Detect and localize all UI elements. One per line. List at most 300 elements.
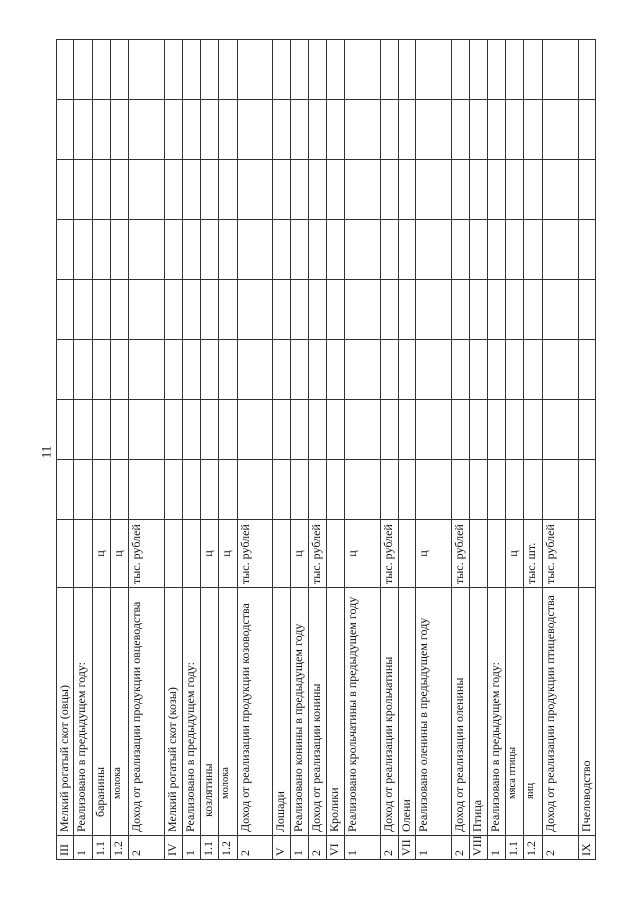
row-unit: ц: [111, 520, 129, 588]
row-name: Птица: [470, 588, 487, 836]
value-cell: [111, 340, 129, 400]
value-cell: [92, 220, 110, 280]
value-cell: [219, 280, 237, 340]
row-name: Реализовано оленины в предыдущем году: [416, 588, 452, 836]
value-cell: [416, 460, 452, 520]
value-cell: [74, 460, 92, 520]
table-row: [182, 40, 200, 860]
value-cell: [129, 160, 165, 220]
value-cell: [273, 220, 290, 280]
value-cell: [165, 280, 182, 340]
table-row: [578, 40, 595, 860]
row-name: молока: [219, 588, 237, 836]
value-cell: [470, 40, 487, 100]
value-cell: [290, 340, 308, 400]
value-cell: [487, 160, 505, 220]
row-number: IX: [578, 836, 595, 860]
value-cell: [398, 340, 415, 400]
value-cell: [506, 160, 524, 220]
row-number: IV: [165, 836, 182, 860]
value-cell: [129, 340, 165, 400]
value-cell: [542, 100, 578, 160]
value-cell: [524, 100, 542, 160]
value-cell: [470, 400, 487, 460]
value-cell: [506, 220, 524, 280]
value-cell: [398, 100, 415, 160]
value-cell: [309, 460, 327, 520]
value-cell: [74, 280, 92, 340]
row-name: козлятины: [200, 588, 218, 836]
value-cell: [92, 40, 110, 100]
row-name: Лошади: [273, 588, 290, 836]
value-cell: [290, 460, 308, 520]
table-row: [273, 40, 290, 860]
value-cell: [290, 160, 308, 220]
table-row: [200, 40, 218, 860]
value-cell: [111, 100, 129, 160]
value-cell: [92, 160, 110, 220]
table-row: [416, 40, 452, 860]
value-cell: [57, 160, 74, 220]
value-cell: [111, 460, 129, 520]
row-number: 1: [487, 836, 505, 860]
value-cell: [542, 400, 578, 460]
value-cell: [219, 460, 237, 520]
value-cell: [219, 220, 237, 280]
value-cell: [111, 400, 129, 460]
value-cell: [470, 340, 487, 400]
value-cell: [578, 220, 595, 280]
row-number: 1.1: [200, 836, 218, 860]
value-cell: [57, 100, 74, 160]
value-cell: [487, 220, 505, 280]
row-name: Мелкий рогатый скот (овцы): [57, 588, 74, 836]
table-row: [57, 40, 74, 860]
table-row: [506, 40, 524, 860]
table-row: [111, 40, 129, 860]
value-cell: [182, 160, 200, 220]
row-name: Реализовано в предыдущем году:: [487, 588, 505, 836]
table-row: [470, 40, 487, 860]
value-cell: [111, 40, 129, 100]
value-cell: [524, 40, 542, 100]
value-cell: [290, 100, 308, 160]
value-cell: [182, 400, 200, 460]
value-cell: [129, 280, 165, 340]
value-cell: [129, 460, 165, 520]
row-number: 2: [237, 836, 273, 860]
table-row: [344, 40, 380, 860]
value-cell: [578, 100, 595, 160]
value-cell: [470, 220, 487, 280]
value-cell: [182, 340, 200, 400]
row-unit: [165, 520, 182, 588]
value-cell: [273, 460, 290, 520]
row-name: Доход от реализации продукции козоводства: [237, 588, 273, 836]
row-unit: тыс. рублей: [309, 520, 327, 588]
value-cell: [129, 400, 165, 460]
value-cell: [524, 280, 542, 340]
value-cell: [200, 400, 218, 460]
value-cell: [200, 160, 218, 220]
row-unit: [273, 520, 290, 588]
value-cell: [290, 40, 308, 100]
value-cell: [542, 340, 578, 400]
row-unit: ц: [219, 520, 237, 588]
row-number: 1.1: [92, 836, 110, 860]
value-cell: [309, 100, 327, 160]
value-cell: [165, 400, 182, 460]
value-cell: [380, 220, 398, 280]
value-cell: [237, 400, 273, 460]
value-cell: [380, 460, 398, 520]
row-unit: ц: [200, 520, 218, 588]
row-unit: [182, 520, 200, 588]
value-cell: [290, 400, 308, 460]
value-cell: [309, 40, 327, 100]
value-cell: [237, 40, 273, 100]
value-cell: [451, 460, 469, 520]
row-number: 2: [129, 836, 165, 860]
row-unit: ц: [290, 520, 308, 588]
row-number: VI: [327, 836, 344, 860]
value-cell: [506, 40, 524, 100]
value-cell: [327, 100, 344, 160]
value-cell: [182, 460, 200, 520]
row-name: Олени: [398, 588, 415, 836]
value-cell: [57, 220, 74, 280]
table-row: [129, 40, 165, 860]
row-name: Реализовано в предыдущем году:: [74, 588, 92, 836]
value-cell: [57, 340, 74, 400]
value-cell: [200, 340, 218, 400]
value-cell: [92, 340, 110, 400]
value-cell: [451, 160, 469, 220]
value-cell: [111, 220, 129, 280]
value-cell: [92, 460, 110, 520]
value-cell: [344, 160, 380, 220]
value-cell: [309, 220, 327, 280]
value-cell: [398, 400, 415, 460]
value-cell: [200, 220, 218, 280]
value-cell: [506, 400, 524, 460]
row-number: 1: [344, 836, 380, 860]
row-name: Доход от реализации продукции птицеводства: [542, 588, 578, 836]
row-name: яиц: [524, 588, 542, 836]
table-row: [542, 40, 578, 860]
row-number: 1: [416, 836, 452, 860]
value-cell: [309, 160, 327, 220]
row-number: 2: [542, 836, 578, 860]
value-cell: [165, 100, 182, 160]
value-cell: [165, 340, 182, 400]
row-name: Доход от реализации крольчатины: [380, 588, 398, 836]
value-cell: [344, 460, 380, 520]
row-unit: [487, 520, 505, 588]
value-cell: [506, 100, 524, 160]
value-cell: [57, 280, 74, 340]
value-cell: [273, 40, 290, 100]
value-cell: [273, 160, 290, 220]
value-cell: [74, 40, 92, 100]
value-cell: [92, 400, 110, 460]
rotated-table-container: [56, 40, 596, 860]
value-cell: [344, 100, 380, 160]
row-name: мяса птицы: [506, 588, 524, 836]
row-unit: тыс. шт.: [524, 520, 542, 588]
value-cell: [237, 280, 273, 340]
row-unit: [398, 520, 415, 588]
row-name: Доход от реализации конины: [309, 588, 327, 836]
row-number: 1: [182, 836, 200, 860]
value-cell: [129, 40, 165, 100]
value-cell: [74, 160, 92, 220]
value-cell: [451, 40, 469, 100]
value-cell: [380, 160, 398, 220]
row-number: 2: [380, 836, 398, 860]
value-cell: [524, 340, 542, 400]
value-cell: [416, 280, 452, 340]
value-cell: [451, 400, 469, 460]
row-unit: [57, 520, 74, 588]
row-number: 1: [74, 836, 92, 860]
row-number: 1: [290, 836, 308, 860]
value-cell: [578, 40, 595, 100]
value-cell: [309, 280, 327, 340]
value-cell: [165, 220, 182, 280]
value-cell: [487, 400, 505, 460]
value-cell: [416, 400, 452, 460]
value-cell: [344, 40, 380, 100]
value-cell: [380, 400, 398, 460]
value-cell: [487, 460, 505, 520]
value-cell: [416, 100, 452, 160]
row-number: 1.2: [111, 836, 129, 860]
row-number: III: [57, 836, 74, 860]
value-cell: [327, 160, 344, 220]
value-cell: [416, 40, 452, 100]
value-cell: [398, 280, 415, 340]
table-row: [92, 40, 110, 860]
value-cell: [200, 280, 218, 340]
value-cell: [182, 280, 200, 340]
value-cell: [327, 40, 344, 100]
livestock-table: [56, 39, 596, 860]
row-unit: тыс. рублей: [237, 520, 273, 588]
value-cell: [344, 340, 380, 400]
value-cell: [290, 220, 308, 280]
value-cell: [578, 280, 595, 340]
row-name: Пчеловодство: [578, 588, 595, 836]
row-number: VIII: [470, 836, 487, 860]
row-name: Мелкий рогатый скот (козы): [165, 588, 182, 836]
table-row: [74, 40, 92, 860]
value-cell: [380, 340, 398, 400]
value-cell: [398, 160, 415, 220]
value-cell: [487, 40, 505, 100]
value-cell: [111, 160, 129, 220]
row-unit: [74, 520, 92, 588]
value-cell: [129, 100, 165, 160]
value-cell: [578, 400, 595, 460]
value-cell: [506, 460, 524, 520]
row-unit: ц: [506, 520, 524, 588]
value-cell: [451, 340, 469, 400]
value-cell: [542, 280, 578, 340]
row-unit: тыс. рублей: [542, 520, 578, 588]
value-cell: [451, 280, 469, 340]
value-cell: [327, 280, 344, 340]
value-cell: [290, 280, 308, 340]
value-cell: [74, 220, 92, 280]
row-name: молока: [111, 588, 129, 836]
row-name: Кролики: [327, 588, 344, 836]
row-unit: [327, 520, 344, 588]
table-row: [290, 40, 308, 860]
value-cell: [327, 340, 344, 400]
value-cell: [451, 100, 469, 160]
value-cell: [57, 400, 74, 460]
value-cell: [200, 460, 218, 520]
value-cell: [165, 40, 182, 100]
value-cell: [237, 220, 273, 280]
table-row: [219, 40, 237, 860]
value-cell: [327, 460, 344, 520]
row-name: баранины: [92, 588, 110, 836]
row-unit: ц: [416, 520, 452, 588]
value-cell: [237, 460, 273, 520]
row-number: VII: [398, 836, 415, 860]
table-row: [487, 40, 505, 860]
table-row: [451, 40, 469, 860]
value-cell: [578, 340, 595, 400]
table-row: [327, 40, 344, 860]
page-number: 11: [38, 445, 54, 459]
row-number: 2: [309, 836, 327, 860]
value-cell: [578, 460, 595, 520]
row-number: 2: [451, 836, 469, 860]
row-unit: ц: [344, 520, 380, 588]
value-cell: [542, 220, 578, 280]
value-cell: [470, 280, 487, 340]
value-cell: [74, 400, 92, 460]
value-cell: [542, 160, 578, 220]
table-row: [524, 40, 542, 860]
value-cell: [416, 340, 452, 400]
value-cell: [165, 160, 182, 220]
row-name: Реализовано в предыдущем году:: [182, 588, 200, 836]
value-cell: [219, 100, 237, 160]
row-unit: [578, 520, 595, 588]
value-cell: [524, 400, 542, 460]
value-cell: [470, 160, 487, 220]
value-cell: [416, 160, 452, 220]
value-cell: [327, 400, 344, 460]
value-cell: [524, 160, 542, 220]
value-cell: [273, 340, 290, 400]
value-cell: [380, 280, 398, 340]
value-cell: [542, 40, 578, 100]
value-cell: [273, 400, 290, 460]
value-cell: [578, 160, 595, 220]
value-cell: [219, 400, 237, 460]
value-cell: [309, 400, 327, 460]
table-row: [165, 40, 182, 860]
value-cell: [542, 460, 578, 520]
table-row: [309, 40, 327, 860]
value-cell: [200, 40, 218, 100]
row-unit: [470, 520, 487, 588]
value-cell: [129, 220, 165, 280]
table-row: [398, 40, 415, 860]
table-row: [237, 40, 273, 860]
value-cell: [237, 100, 273, 160]
value-cell: [182, 40, 200, 100]
value-cell: [219, 160, 237, 220]
value-cell: [92, 280, 110, 340]
value-cell: [487, 340, 505, 400]
value-cell: [57, 40, 74, 100]
value-cell: [344, 220, 380, 280]
table-row: [380, 40, 398, 860]
value-cell: [182, 100, 200, 160]
value-cell: [273, 100, 290, 160]
row-number: 1.2: [219, 836, 237, 860]
value-cell: [524, 220, 542, 280]
value-cell: [219, 340, 237, 400]
value-cell: [506, 340, 524, 400]
value-cell: [273, 280, 290, 340]
value-cell: [200, 100, 218, 160]
value-cell: [309, 340, 327, 400]
value-cell: [111, 280, 129, 340]
value-cell: [327, 220, 344, 280]
value-cell: [344, 280, 380, 340]
value-cell: [219, 40, 237, 100]
row-number: 1.2: [524, 836, 542, 860]
value-cell: [451, 220, 469, 280]
row-number: 1.1: [506, 836, 524, 860]
value-cell: [57, 460, 74, 520]
value-cell: [506, 280, 524, 340]
value-cell: [92, 100, 110, 160]
row-name: Доход от реализации оленины: [451, 588, 469, 836]
value-cell: [398, 220, 415, 280]
value-cell: [165, 460, 182, 520]
value-cell: [74, 100, 92, 160]
value-cell: [380, 40, 398, 100]
value-cell: [74, 340, 92, 400]
value-cell: [344, 400, 380, 460]
row-unit: тыс. рублей: [380, 520, 398, 588]
row-name: Доход от реализации продукции овцеводства: [129, 588, 165, 836]
value-cell: [237, 340, 273, 400]
value-cell: [470, 100, 487, 160]
row-unit: тыс. рублей: [451, 520, 469, 588]
value-cell: [524, 460, 542, 520]
row-unit: тыс. рублей: [129, 520, 165, 588]
row-name: Реализовано конины в предыдущем году: [290, 588, 308, 836]
value-cell: [487, 100, 505, 160]
row-name: Реализовано крольчатины в предыдущем году: [344, 588, 380, 836]
value-cell: [398, 40, 415, 100]
value-cell: [416, 220, 452, 280]
row-unit: ц: [92, 520, 110, 588]
value-cell: [398, 460, 415, 520]
row-number: V: [273, 836, 290, 860]
value-cell: [237, 160, 273, 220]
value-cell: [380, 100, 398, 160]
